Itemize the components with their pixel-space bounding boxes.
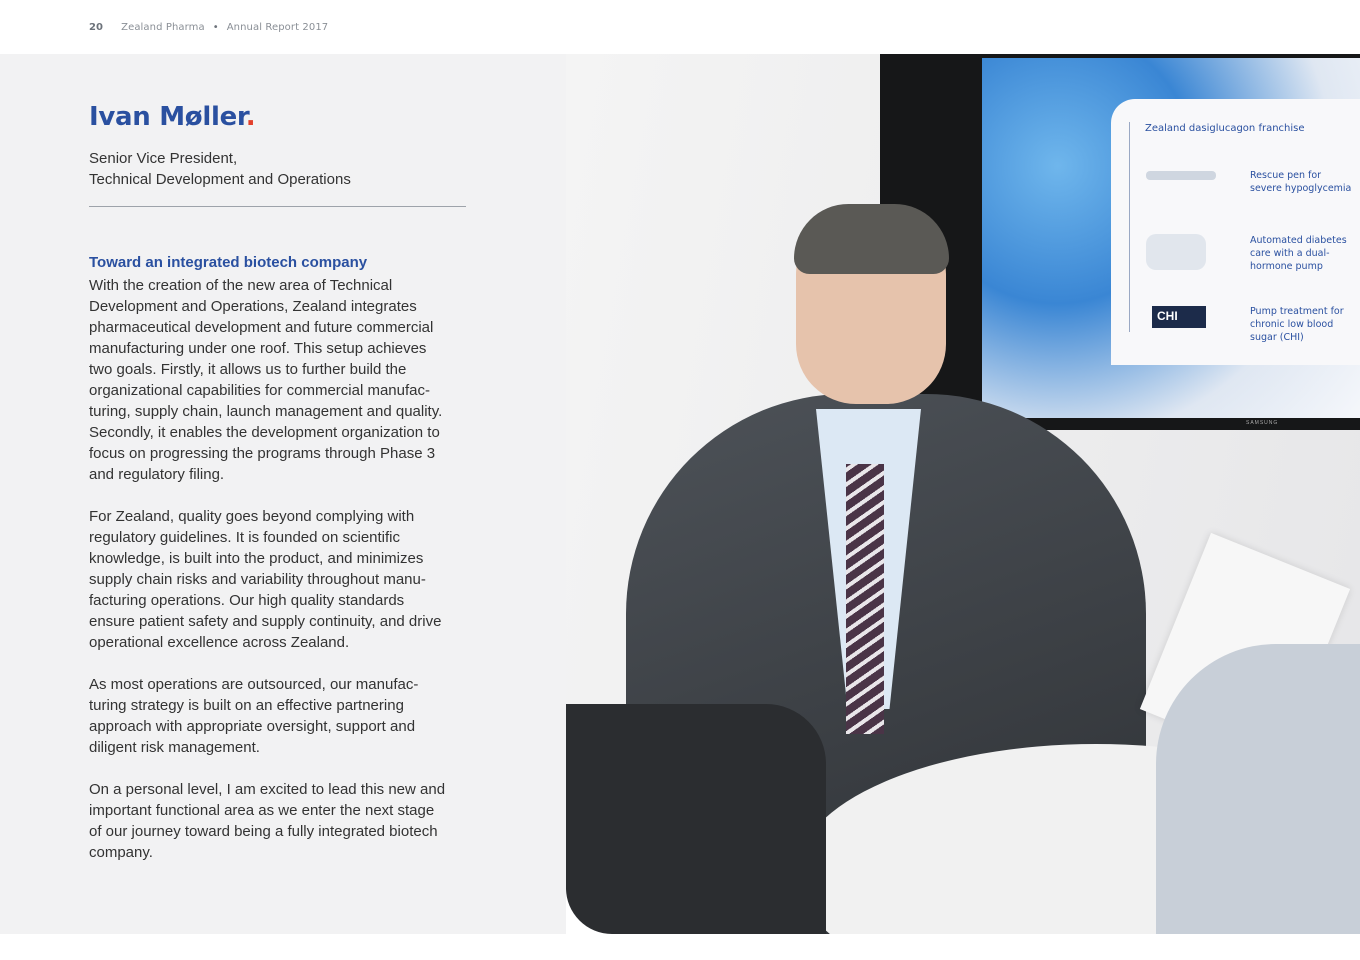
header-separator: • (212, 22, 219, 33)
person-title (89, 148, 351, 190)
person-hair (794, 204, 949, 274)
paragraph-1: With the creation of the new area of Technical Development and Operations, Zealand integrates pharmaceutical development and future commercial manufacturing under one roof. This setup achieves two goals. Firstly, it allows us to further build the organizational capabilities for commercial manufac- turing, supply chain, launch management and quality. Secondly, it enables the development organization to focus on progressing the programs through Phase 3 and regulatory filing. (89, 277, 443, 483)
header-report: Annual Report 2017 (226, 22, 329, 33)
page-number: 20 (89, 22, 104, 33)
person-name: Ivan Møller. (89, 102, 256, 132)
slide-item-1: Rescue pen for severe hypoglycemia (1250, 170, 1352, 194)
portrait-photo (566, 54, 1360, 934)
name-accent-dot: . (245, 102, 256, 132)
slide-title: Zealand dasiglucagon franchise (1145, 123, 1305, 134)
slide-item-2: Automated diabetes care with a dual- hormone pump (1250, 235, 1347, 272)
divider (89, 206, 466, 207)
running-header (89, 22, 328, 33)
person-title-line2: Technical Development and Operations (89, 171, 351, 188)
paragraph-3: As most operations are outsourced, our manufac- turing strategy is built on an effective partnering approach with appropriate oversight, support and diligent risk management. (89, 676, 419, 756)
slide-timeline (1129, 122, 1130, 332)
page-footer (0, 934, 1360, 960)
paragraph-4: On a personal level, I am excited to lead this new and important functional area as we enter the next stage of our journey toward being a fully integrated biotech company. (89, 781, 446, 861)
person-title-line1: Senior Vice President, (89, 150, 238, 167)
paragraph-2: For Zealand, quality goes beyond complying with regulatory guidelines. It is founded on scientific knowledge, is built into the product, and minimizes supply chain risks and variability throughout manu- facturing operations. Our high quality standards ensure patient safety and supply continuity, and drive operational excellence across Zealand. (89, 508, 442, 651)
slide-item-3: Pump treatment for chronic low blood sugar (CHI) (1250, 306, 1344, 343)
person-tie (846, 464, 884, 734)
page-header (0, 0, 1360, 54)
pen-icon (1146, 171, 1216, 180)
header-company: Zealand Pharma (121, 22, 205, 33)
tv-brand: SAMSUNG (1246, 420, 1279, 426)
right-person (1156, 644, 1360, 934)
pump-icon (1146, 234, 1206, 270)
article-subheading: Toward an integrated biotech company (89, 254, 368, 271)
chi-logo: CHI (1152, 306, 1206, 328)
foreground-person (566, 704, 826, 934)
